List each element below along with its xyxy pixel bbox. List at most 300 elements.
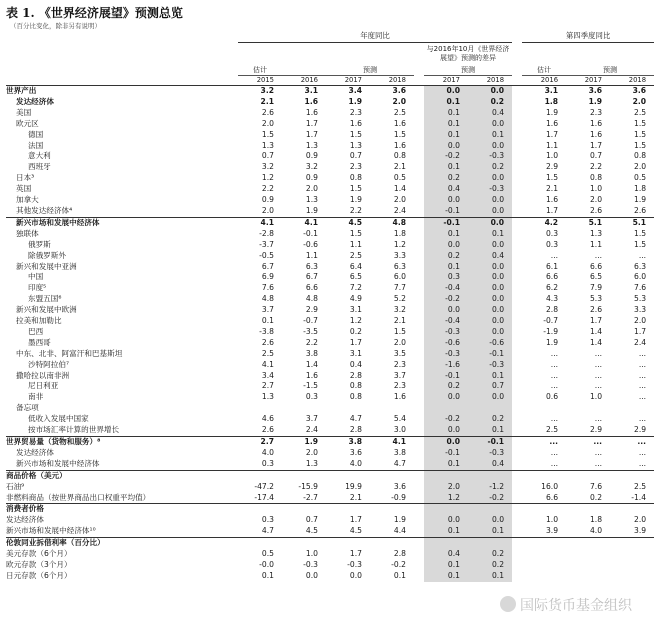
cell-value: 0.1 [393, 570, 406, 580]
cell-value: 2.5 [545, 425, 559, 435]
cell-value: 0.0 [424, 392, 468, 403]
cell-value: 2.0 [392, 96, 406, 106]
year-header-row [6, 76, 654, 86]
cell-value: 1.9 [545, 107, 559, 117]
row-label: 中东、北非、阿富汗和巴基斯坦 [16, 348, 123, 358]
year-col: 2015 [238, 76, 282, 86]
row-label: 新兴市场和发展中经济体 [6, 217, 238, 228]
cell-value: -1.2 [468, 482, 512, 493]
cell-value [522, 549, 566, 560]
cell-value [610, 504, 654, 515]
cell-value: 0.4 [349, 359, 362, 369]
cell-value: -0.7 [543, 316, 559, 326]
cell-value: 4.1 [238, 217, 282, 228]
cell-value: 0.0 [468, 327, 512, 338]
cell-value: 0.0 [424, 141, 468, 152]
cell-value: 2.1 [393, 162, 406, 172]
cell-value: 0.2 [468, 162, 512, 173]
table-row [6, 482, 654, 493]
cell-value: 0.1 [424, 119, 468, 130]
cell-value: -0.3 [347, 559, 362, 569]
cell-value [566, 538, 610, 549]
cell-value: 0.2 [424, 381, 468, 392]
cell-value: 0.1 [468, 571, 512, 582]
cell-value: -0.4 [424, 316, 468, 327]
cell-value: 3.2 [393, 305, 406, 315]
cell-value: -3.8 [259, 326, 274, 336]
cell-value: -0.3 [468, 360, 512, 371]
cell-value: 6.2 [545, 283, 559, 293]
cell-value: 0.0 [468, 283, 512, 294]
table-row [6, 272, 654, 283]
cell-value: -0.1 [424, 448, 468, 459]
cell-value: ... [638, 348, 647, 358]
cell-value: 2.3 [349, 107, 362, 117]
cell-value: 1.6 [589, 129, 603, 139]
cell-value: 0.6 [545, 392, 559, 402]
cell-value: 0.1 [424, 262, 468, 273]
cell-value [468, 403, 512, 414]
cell-value: 0.7 [261, 151, 274, 161]
cell-value [522, 403, 566, 414]
row-label: 加拿大 [16, 195, 39, 205]
cell-value: 1.4 [589, 326, 603, 336]
cell-value: 1.6 [589, 118, 603, 128]
header-q4-estimate: 估计 [522, 65, 566, 76]
cell-value [566, 571, 610, 582]
cell-value: 0.0 [424, 305, 468, 316]
cell-value: 0.8 [589, 173, 603, 183]
cell-value: 4.7 [349, 414, 362, 424]
cell-value: 0.8 [349, 392, 362, 402]
cell-value: 4.8 [261, 294, 274, 304]
cell-value: 2.0 [261, 118, 274, 128]
cell-value: 3.1 [304, 86, 318, 95]
cell-value: ... [594, 359, 603, 369]
cell-value: 3.4 [261, 370, 274, 380]
cell-value [370, 538, 414, 549]
cell-value: 1.8 [544, 96, 559, 106]
row-label: 欧元存款（3个月） [6, 559, 72, 569]
cell-value: ... [550, 447, 559, 457]
cell-value: 2.0 [305, 184, 318, 194]
cell-value: 0.1 [261, 570, 274, 580]
table-row [6, 283, 654, 294]
row-label: 独联体 [16, 228, 39, 238]
cell-value: ... [638, 381, 647, 391]
cell-value [522, 571, 566, 582]
cell-value [282, 538, 326, 549]
cell-value: 2.3 [349, 162, 362, 172]
cell-value [610, 560, 654, 571]
cell-value: 1.0 [545, 151, 559, 161]
cell-value: 3.0 [393, 425, 406, 435]
cell-value: 1.2 [261, 173, 274, 183]
table-row [6, 459, 654, 470]
cell-value: 1.8 [633, 184, 647, 194]
cell-value: 2.6 [589, 205, 603, 215]
cell-value [610, 571, 654, 582]
row-label: 发达经济体 [16, 447, 54, 457]
cell-value: 4.0 [349, 458, 362, 468]
cell-value [238, 504, 282, 515]
cell-value: ... [638, 370, 647, 380]
cell-value: 0.5 [261, 549, 274, 559]
cell-value [424, 403, 468, 414]
cell-value: 0.0 [468, 119, 512, 130]
cell-value: 2.0 [633, 515, 647, 525]
cell-value: -0.3 [468, 448, 512, 459]
cell-value: 19.9 [345, 481, 362, 491]
table-row [6, 560, 654, 571]
cell-value: 0.1 [424, 97, 468, 108]
cell-value: 6.0 [633, 272, 647, 282]
table-row [6, 294, 654, 305]
cell-value: 6.3 [633, 261, 647, 271]
cell-value: ... [638, 250, 647, 260]
cell-value: 0.3 [261, 515, 274, 525]
row-label: 巴西 [28, 326, 44, 336]
cell-value [424, 504, 468, 515]
cell-value: ... [594, 458, 603, 468]
row-label: 石油⁹ [6, 481, 25, 491]
cell-value: 1.7 [633, 326, 647, 336]
table-row [6, 184, 654, 195]
cell-value: ... [550, 458, 559, 468]
cell-value: 4.5 [326, 217, 370, 228]
cell-value: 3.6 [588, 86, 603, 95]
cell-value: 4.1 [370, 437, 414, 448]
cell-value: 3.3 [633, 305, 647, 315]
cell-value: 2.5 [633, 481, 647, 491]
cell-value: 0.0 [468, 217, 512, 228]
cell-value: -3.7 [259, 239, 274, 249]
table-row [6, 515, 654, 526]
table-subtitle: （百分比变化，除非另有说明） [10, 22, 101, 30]
cell-value: -0.0 [259, 559, 274, 569]
cell-value: -3.5 [303, 326, 318, 336]
cell-value: 4.1 [261, 359, 274, 369]
table-row [6, 240, 654, 251]
cell-value: 3.6 [393, 481, 406, 491]
cell-value: 1.3 [589, 228, 603, 238]
cell-value: 2.8 [349, 370, 362, 380]
cell-value: -47.2 [254, 481, 274, 491]
cell-value: 3.9 [633, 526, 647, 536]
cell-value: -0.3 [468, 184, 512, 195]
cell-value: 1.0 [545, 515, 559, 525]
table-row [6, 119, 654, 130]
cell-value [326, 538, 370, 549]
header-diff-forecast: 预测 [424, 65, 512, 76]
cell-value [610, 538, 654, 549]
cell-value: 1.9 [633, 195, 647, 205]
cell-value: ... [638, 458, 647, 468]
row-label: 英国 [16, 184, 32, 194]
cell-value [282, 403, 326, 414]
row-label: 商品价格（美元） [6, 470, 238, 481]
cell-value: 2.0 [632, 96, 647, 106]
cell-value: 1.5 [349, 184, 362, 194]
cell-value: 5.4 [393, 414, 406, 424]
cell-value: 6.0 [393, 272, 406, 282]
cell-value: 2.5 [393, 107, 406, 117]
cell-value [238, 403, 282, 414]
table-row [6, 229, 654, 240]
cell-value: 6.6 [589, 261, 603, 271]
cell-value: ... [594, 381, 603, 391]
cell-value: 3.7 [261, 305, 274, 315]
cell-value: 4.2 [522, 217, 566, 228]
table-row [6, 338, 654, 349]
cell-value: -0.2 [424, 414, 468, 425]
cell-value: 0.0 [424, 515, 468, 526]
year-col: 2016 [282, 76, 326, 86]
cell-value: 6.3 [393, 261, 406, 271]
cell-value: 0.0 [424, 195, 468, 206]
cell-value: 0.0 [468, 86, 512, 97]
cell-value: 2.0 [261, 205, 274, 215]
cell-value [282, 504, 326, 515]
table-row [6, 504, 654, 515]
cell-value: -0.1 [424, 371, 468, 382]
cell-value: 2.5 [633, 107, 647, 117]
cell-value: 2.6 [261, 337, 274, 347]
cell-value: 2.3 [589, 107, 603, 117]
row-label: 新兴市场和发展中经济体¹⁰ [6, 526, 96, 536]
cell-value: ... [550, 359, 559, 369]
cell-value: 3.4 [348, 86, 362, 95]
cell-value: 1.3 [349, 140, 362, 150]
table-row [6, 425, 654, 436]
cell-value: 1.5 [393, 326, 406, 336]
cell-value: 1.6 [304, 96, 318, 106]
header-q4-forecast: 预测 [566, 65, 654, 76]
table-row [6, 151, 654, 162]
cell-value: 3.7 [305, 414, 318, 424]
cell-value: 7.6 [633, 283, 647, 293]
cell-value: 1.9 [348, 96, 362, 106]
row-label: 低收入发展中国家 [28, 414, 89, 424]
cell-value: 4.4 [393, 526, 406, 536]
row-label: 南非 [28, 392, 44, 402]
cell-value [522, 538, 566, 549]
table-row [6, 327, 654, 338]
cell-value: 0.0 [468, 141, 512, 152]
cell-value: 0.1 [468, 425, 512, 436]
cell-value: -0.2 [424, 294, 468, 305]
row-label: 印度⁵ [28, 283, 47, 293]
cell-value [238, 470, 282, 481]
cell-value: 4.3 [545, 294, 559, 304]
cell-value: -2.8 [259, 228, 274, 238]
cell-value [468, 538, 512, 549]
row-label: 消费者价格 [6, 504, 238, 515]
cell-value: 1.5 [633, 118, 647, 128]
cell-value: 1.6 [545, 118, 559, 128]
cell-value: 1.7 [349, 515, 362, 525]
cell-value: ... [594, 447, 603, 457]
cell-value: 0.3 [305, 392, 318, 402]
cell-value: 0.0 [468, 206, 512, 217]
cell-value: 0.8 [633, 151, 647, 161]
cell-value: 1.5 [633, 140, 647, 150]
cell-value: 4.5 [305, 526, 318, 536]
cell-value: 1.6 [545, 195, 559, 205]
row-label: 意大利 [28, 151, 51, 161]
cell-value: 0.0 [468, 272, 512, 283]
cell-value: 6.3 [305, 261, 318, 271]
cell-value [326, 470, 370, 481]
row-label: 新兴和发展中亚洲 [16, 261, 77, 271]
cell-value: ... [610, 437, 654, 448]
cell-value: ... [550, 414, 559, 424]
cell-value: 1.9 [393, 515, 406, 525]
table-row [6, 141, 654, 152]
cell-value: 0.1 [424, 130, 468, 141]
cell-value [566, 403, 610, 414]
cell-value: 1.9 [282, 437, 326, 448]
cell-value: 1.9 [545, 337, 559, 347]
cell-value: -0.1 [468, 349, 512, 360]
cell-value: 1.2 [424, 493, 468, 504]
cell-value: 2.0 [589, 195, 603, 205]
cell-value: 2.7 [238, 437, 282, 448]
header-forecast: 预测 [326, 65, 414, 76]
cell-value: 6.7 [305, 272, 318, 282]
cell-value: 1.5 [633, 239, 647, 249]
cell-value: 0.2 [468, 414, 512, 425]
cell-value: -0.6 [424, 338, 468, 349]
cell-value: 6.6 [545, 492, 559, 502]
cell-value: 0.3 [261, 458, 274, 468]
cell-value: 1.6 [349, 118, 362, 128]
cell-value [522, 560, 566, 571]
table-row [6, 392, 654, 403]
cell-value: 2.9 [589, 425, 603, 435]
cell-value: 1.7 [589, 140, 603, 150]
table-row [6, 448, 654, 459]
cell-value: 6.6 [305, 283, 318, 293]
table-row [6, 360, 654, 371]
cell-value: 0.0 [468, 262, 512, 273]
cell-value: 16.0 [541, 481, 559, 491]
cell-value: 3.1 [544, 86, 559, 95]
cell-value: 2.2 [305, 337, 318, 347]
cell-value: 3.1 [349, 305, 362, 315]
cell-value: 1.5 [393, 129, 406, 139]
cell-value: -0.1 [424, 206, 468, 217]
cell-value: 1.3 [305, 140, 318, 150]
cell-value: -0.2 [468, 493, 512, 504]
cell-value: 0.0 [468, 240, 512, 251]
cell-value: 2.6 [261, 425, 274, 435]
cell-value: 1.3 [261, 140, 274, 150]
cell-value: 2.9 [305, 305, 318, 315]
cell-value: 1.2 [393, 239, 406, 249]
cell-value [610, 470, 654, 481]
cell-value: 1.0 [589, 184, 603, 194]
cell-value: 1.7 [545, 129, 559, 139]
cell-value: 6.6 [545, 272, 559, 282]
row-label: 发达经济体 [6, 515, 44, 525]
header-yoy: 年度同比 [238, 30, 512, 43]
row-label: 新兴市场和发展中经济体 [16, 458, 100, 468]
cell-value [522, 504, 566, 515]
cell-value: 2.2 [349, 205, 362, 215]
cell-value: 2.5 [261, 348, 274, 358]
row-label: 沙特阿拉伯⁷ [28, 359, 70, 369]
cell-value: 0.8 [349, 173, 362, 183]
cell-value: 0.7 [589, 151, 603, 161]
cell-value: -0.4 [424, 283, 468, 294]
table-row [6, 381, 654, 392]
row-label: 发达经济体 [16, 96, 54, 106]
table-row [6, 414, 654, 425]
cell-value: -1.4 [631, 492, 647, 502]
row-label: 东盟五国⁶ [28, 294, 62, 304]
cell-value: -17.4 [254, 492, 274, 502]
cell-value: 0.0 [305, 570, 318, 580]
cell-value: ... [638, 414, 647, 424]
cell-value: -1.5 [303, 381, 318, 391]
cell-value: 0.0 [349, 570, 362, 580]
cell-value: -0.2 [391, 559, 406, 569]
cell-value: ... [594, 348, 603, 358]
cell-value: 2.0 [393, 337, 406, 347]
year-col: 2018 [370, 76, 414, 86]
cell-value: 2.4 [305, 425, 318, 435]
cell-value: 2.0 [424, 482, 468, 493]
cell-value: 1.0 [305, 549, 318, 559]
cell-value: 0.1 [424, 560, 468, 571]
cell-value: 1.9 [305, 205, 318, 215]
table-row [6, 86, 654, 97]
table-row [6, 403, 654, 414]
cell-value: 1.3 [261, 392, 274, 402]
cell-value: 0.9 [305, 173, 318, 183]
cell-value: 0.8 [393, 151, 406, 161]
cell-value: -0.5 [259, 250, 274, 260]
cell-value: 0.2 [424, 251, 468, 262]
table-row [6, 571, 654, 582]
cell-value: 3.1 [349, 348, 362, 358]
cell-value: 0.4 [468, 108, 512, 119]
cell-value: 3.2 [305, 162, 318, 172]
table-row [6, 108, 654, 119]
cell-value: 5.3 [633, 294, 647, 304]
cell-value: ... [550, 381, 559, 391]
row-label: 欧元区 [16, 118, 39, 128]
cell-value: 2.7 [261, 381, 274, 391]
cell-value [522, 470, 566, 481]
cell-value: 2.1 [393, 316, 406, 326]
cell-value: 4.6 [261, 414, 274, 424]
cell-value: 1.5 [633, 228, 647, 238]
cell-value: 0.2 [468, 549, 512, 560]
cell-value [468, 504, 512, 515]
cell-value: 0.4 [468, 459, 512, 470]
cell-value: 1.9 [349, 195, 362, 205]
cell-value: 2.2 [589, 162, 603, 172]
cell-value: -0.1 [468, 437, 512, 448]
cell-value: 2.3 [393, 359, 406, 369]
cell-value: 1.8 [393, 228, 406, 238]
cell-value: 0.7 [349, 151, 362, 161]
cell-value: 0.1 [468, 229, 512, 240]
table-row [6, 526, 654, 537]
cell-value [370, 403, 414, 414]
